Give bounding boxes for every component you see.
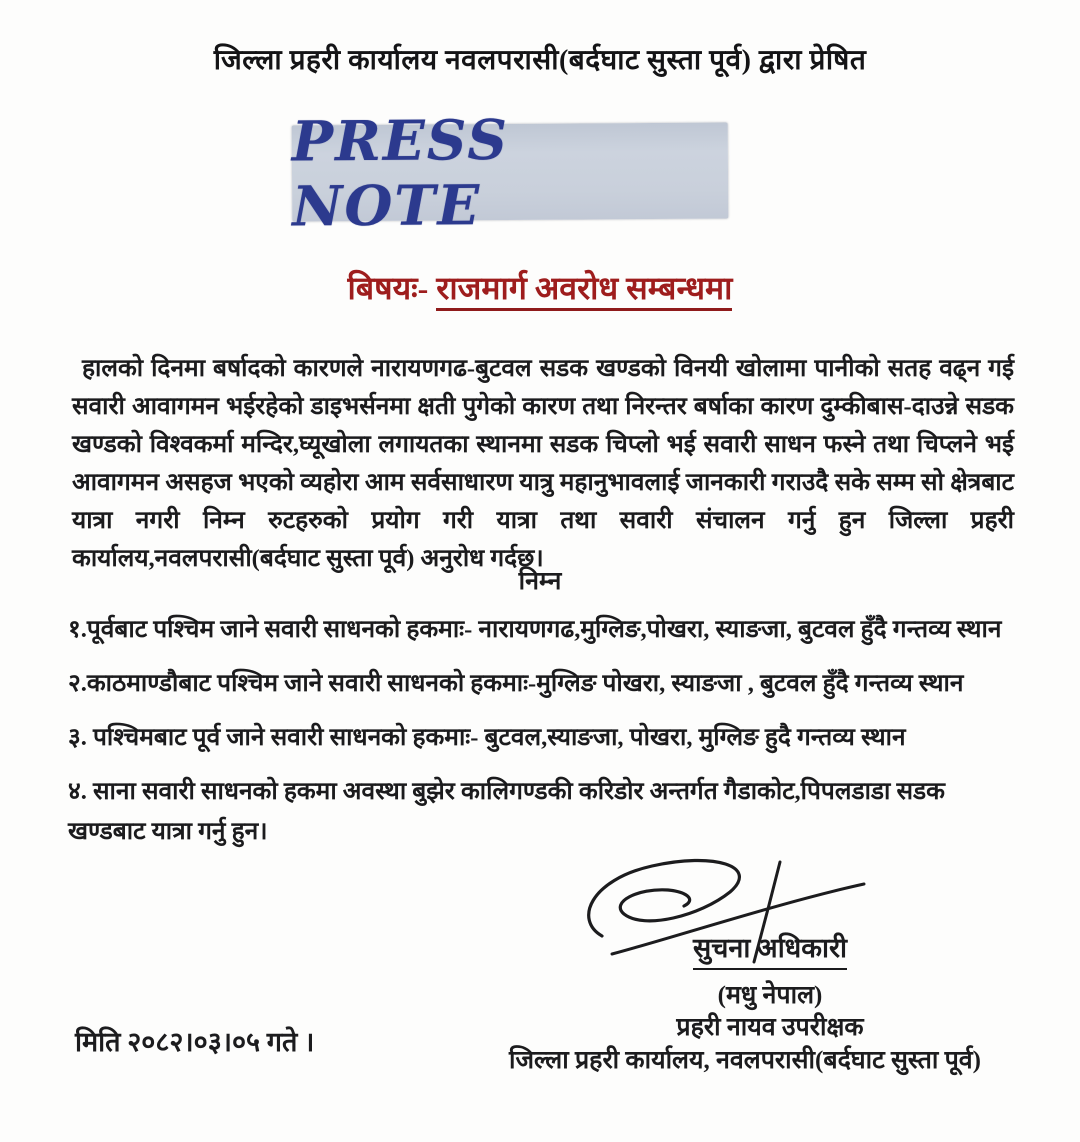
signatory-office: जिल्ला प्रहरी कार्यालय, नवलपरासी(बर्दघाट सुस्ता पूर्व) — [508, 1047, 982, 1074]
subject-line — [0, 266, 1080, 309]
body-paragraph: हालको दिनमा बर्षादको कारणले नारायणगढ-बुटवल सडक खण्डको विनयी खोलामा पानीको सतह वढ्न गई सवारी आवागमन भईरहेको डाइभर्सनमा क्षती पुगेको कारण तथा निरन्तर बर्षाका कारण दुम्कीबास-दाउन्ने सडक खण्डको विश्वकर्मा मन्दिर,घ्यूखोला लगायतका स्थानमा सडक चिप्लो भई सवारी साधन फस्ने तथा चिप्लने भई आवागमन असहज भएको व्यहोरा आम सर्वसाधारण यात्रु महानुभावलाई जानकारी गराउदै सके सम्म सो क्षेत्रबाट यात्रा नगरी निम्न रुटहरुको प्रयोग गरी यात्रा तथा सवारी संचालन गर्नु हुन जिल्ला प्रहरी कार्यालय,नवलपरासी(बर्दघाट सुस्ता पूर्व) अनुरोध गर्दछ। — [72, 355, 1014, 572]
issuing-office-header: जिल्ला प्रहरी कार्यालय नवलपरासी(बर्दघाट सुस्ता पूर्व) द्वारा प्रेषित — [213, 45, 867, 76]
route-item-3: ३. पश्चिमबाट पूर्व जाने सवारी साधनको हकमाः- बुटवल,स्याङजा, पोखरा, मुग्लिङ हुदै गन्तव्य स्थान — [68, 724, 906, 751]
route-item-1: १.पूर्वबाट पश्चिम जाने सवारी साधनको हकमाः- नारायणगढ,मुग्लिङ,पोखरा, स्याङजा, बुटवल हुँदै गन्तव्य स्थान — [68, 616, 1002, 643]
route-item-4: ४. साना सवारी साधनको हकमा अवस्था बुझेर कालिगण्डकी करिडोर अन्तर्गत गैडाकोट,पिपलडाडा सडक खण्डबाट यात्रा गर्नु हुन। — [68, 778, 945, 845]
press-note-banner — [291, 107, 729, 239]
signatory-role: सुचना अधिकारी — [640, 928, 900, 970]
route-item-2: २.काठमाण्डौबाट पश्चिम जाने सवारी साधनको हकमाः-मुग्लिङ पोखरा, स्याङजा , बुटवल हुँदै गन्तव्य स्थान — [68, 670, 964, 697]
signatory-rank: प्रहरी नायव उपरीक्षक — [676, 1014, 864, 1041]
press-note-title: PRESS NOTE — [291, 107, 510, 239]
subject-text: राजमार्ग अवरोध सम्बन्धमा — [436, 270, 732, 311]
signatory-name: (मधु नेपाल) — [717, 982, 823, 1009]
list-heading: निम्न — [518, 568, 562, 595]
subject-label: बिषयः- — [347, 270, 437, 306]
date-line: मिति २०८२।०३।०५ गते । — [75, 1027, 315, 1057]
